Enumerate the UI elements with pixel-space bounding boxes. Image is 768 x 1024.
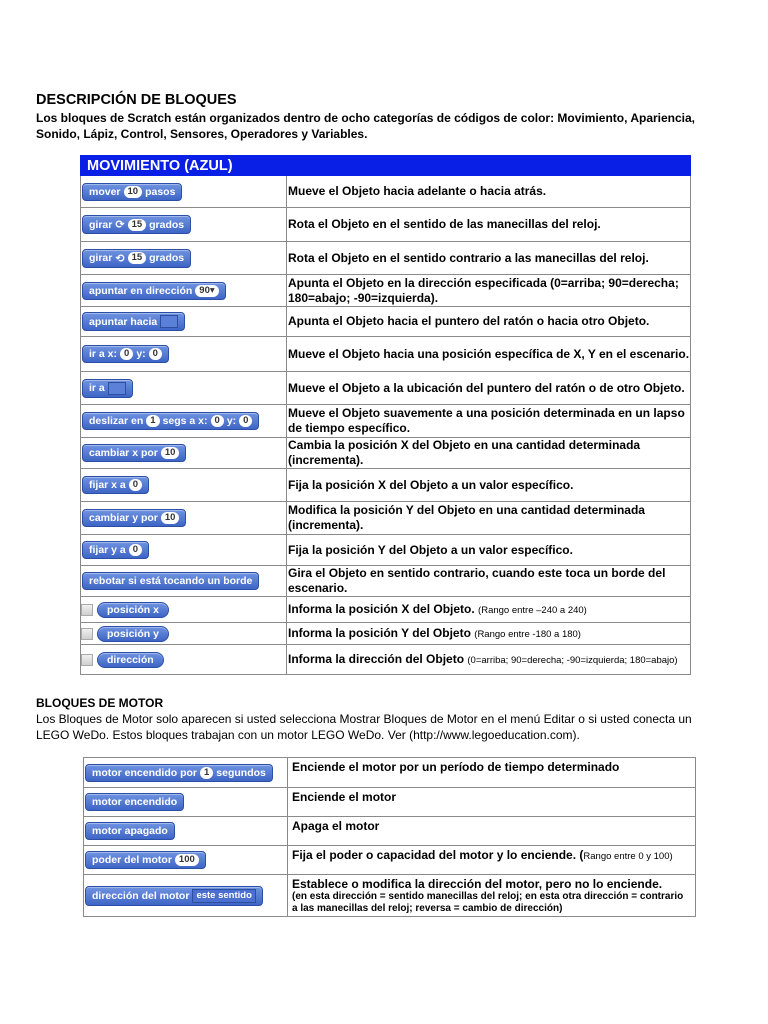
scratch-block-deslizar: deslizar en 1 segs a x: 0 y: 0: [82, 412, 259, 430]
table-row: [81, 535, 691, 566]
table-row: [81, 372, 691, 405]
block-description: Fija la posición X del Objeto a un valor específico.: [287, 469, 691, 502]
scratch-reporter-posicion-y: posición y: [97, 626, 169, 642]
block-description: Informa la posición Y del Objeto (Rango entre -180 a 180): [287, 623, 691, 645]
scratch-block-cambiar-x: cambiar x por 10: [82, 444, 186, 462]
scratch-block-girar-ccw: girar ⟲ 15 grados: [82, 249, 191, 268]
scratch-block-poder-motor: poder del motor 100: [85, 851, 206, 869]
scratch-block-ir-a: ir a: [82, 379, 133, 398]
block-description: Fija el poder o capacidad del motor y lo enciende. (Rango entre 0 y 100): [288, 846, 696, 875]
table-row: [81, 405, 691, 438]
scratch-block-ir-a-xy: ir a x: 0 y: 0: [82, 345, 169, 363]
table-row: [81, 208, 691, 242]
block-description: Fija la posición Y del Objeto a un valor específico.: [287, 535, 691, 566]
table-row: [81, 275, 691, 307]
table-row: [81, 597, 691, 623]
table-row: [81, 623, 691, 645]
direction-dropdown: 90▾: [195, 285, 218, 297]
scratch-reporter-direccion: dirección: [97, 652, 164, 668]
table-row: [84, 788, 696, 817]
table-row: [81, 176, 691, 208]
table-row: [84, 758, 696, 788]
table-row: [84, 846, 696, 875]
scratch-block-cambiar-y: cambiar y por 10: [82, 509, 186, 527]
scratch-block-motor-apagado: motor apagado: [85, 822, 175, 840]
table-row: [81, 438, 691, 469]
block-description: Modifica la posición Y del Objeto en una cantidad determinada (incrementa).: [287, 502, 691, 535]
motor-section-title: BLOQUES DE MOTOR: [36, 696, 164, 710]
movimiento-header: MOVIMIENTO (AZUL): [81, 156, 691, 176]
movimiento-table: [80, 155, 691, 675]
checkbox-icon: [81, 654, 93, 666]
block-description: Mueve el Objeto hacia adelante o hacia atrás.: [287, 176, 691, 208]
table-row: [81, 242, 691, 275]
block-description: Informa la posición X del Objeto. (Rango entre –240 a 240): [287, 597, 691, 623]
block-description: Rota el Objeto en el sentido contrario a las manecillas del reloj.: [287, 242, 691, 275]
scratch-block-motor-encendido: motor encendido: [85, 793, 184, 811]
scratch-block-fijar-y: fijar y a 0: [82, 541, 149, 559]
scratch-block-girar-cw: girar ⟳ 15 grados: [82, 215, 191, 234]
scratch-block-motor-encendido-por: motor encendido por 1 segundos: [85, 764, 273, 782]
scratch-reporter-posicion-x: posición x: [97, 602, 169, 618]
block-description: Informa la dirección del Objeto (0=arriba; 90=derecha; -90=izquierda; 180=abajo): [287, 645, 691, 675]
intro-paragraph: Los bloques de Scratch están organizados dentro de ocho categorías de códigos de color: Movimiento, Apariencia, Sonido, Lápiz, Control, Sensores, Operadores y Variables.: [36, 111, 696, 141]
block-description: Gira el Objeto en sentido contrario, cuando este toca un borde del escenario.: [287, 566, 691, 597]
scratch-block-direccion-motor: dirección del motor este sentido: [85, 886, 263, 906]
block-description: Mueve el Objeto hacia una posición específica de X, Y en el escenario.: [287, 337, 691, 372]
block-description: Enciende el motor por un período de tiempo determinado: [288, 758, 696, 788]
block-description: Apunta el Objeto hacia el puntero del ratón o hacia otro Objeto.: [287, 307, 691, 337]
checkbox-icon: [81, 628, 93, 640]
block-description: Mueve el Objeto suavemente a una posición determinada en un lapso de tiempo específico.: [287, 405, 691, 438]
target-dropdown: [160, 315, 178, 328]
page-title: DESCRIPCIÓN DE BLOQUES: [36, 92, 237, 108]
checkbox-icon: [81, 604, 93, 616]
block-description: Apaga el motor: [288, 817, 696, 846]
table-row: [81, 645, 691, 675]
table-row: [81, 337, 691, 372]
table-row: [81, 307, 691, 337]
block-description: Apunta el Objeto en la dirección especificada (0=arriba; 90=derecha; 180=abajo; -90=izquierda).: [287, 275, 691, 307]
table-row: [84, 875, 696, 917]
block-description: Establece o modifica la dirección del motor, pero no lo enciende. (en esta dirección = sentido manecillas del reloj; en esta otra dirección = contrario a las manecillas del reloj; reversa = cambio de dirección): [288, 875, 696, 917]
table-row: [81, 502, 691, 535]
table-row: [81, 566, 691, 597]
motor-paragraph: Los Bloques de Motor solo aparecen si usted selecciona Mostrar Bloques de Motor en el menú Editar o si usted conecta un LEGO WeDo. Estos bloques trabajan con un motor LEGO WeDo. Ver (http://www.legoeducation.com).: [36, 712, 692, 742]
direction-dropdown: este sentido: [192, 889, 255, 903]
block-description: Cambia la posición X del Objeto en una cantidad determinada (incrementa).: [287, 438, 691, 469]
scratch-block-mover: mover 10 pasos: [82, 183, 182, 201]
rotate-counterclockwise-icon: ⟲: [115, 252, 125, 265]
target-dropdown: [108, 382, 126, 395]
block-description: Mueve el Objeto a la ubicación del puntero del ratón o de otro Objeto.: [287, 372, 691, 405]
rotate-clockwise-icon: ⟳: [115, 219, 125, 231]
scratch-block-apuntar-direccion: apuntar en dirección 90▾: [82, 282, 226, 300]
scratch-block-rebotar: rebotar si está tocando un borde: [82, 572, 259, 590]
block-description: Rota el Objeto en el sentido de las manecillas del reloj.: [287, 208, 691, 242]
scratch-block-fijar-x: fijar x a 0: [82, 476, 149, 494]
motor-table: [83, 757, 696, 917]
table-row: [84, 817, 696, 846]
table-row: [81, 469, 691, 502]
scratch-block-apuntar-hacia: apuntar hacia: [82, 312, 185, 331]
block-description: Enciende el motor: [288, 788, 696, 817]
